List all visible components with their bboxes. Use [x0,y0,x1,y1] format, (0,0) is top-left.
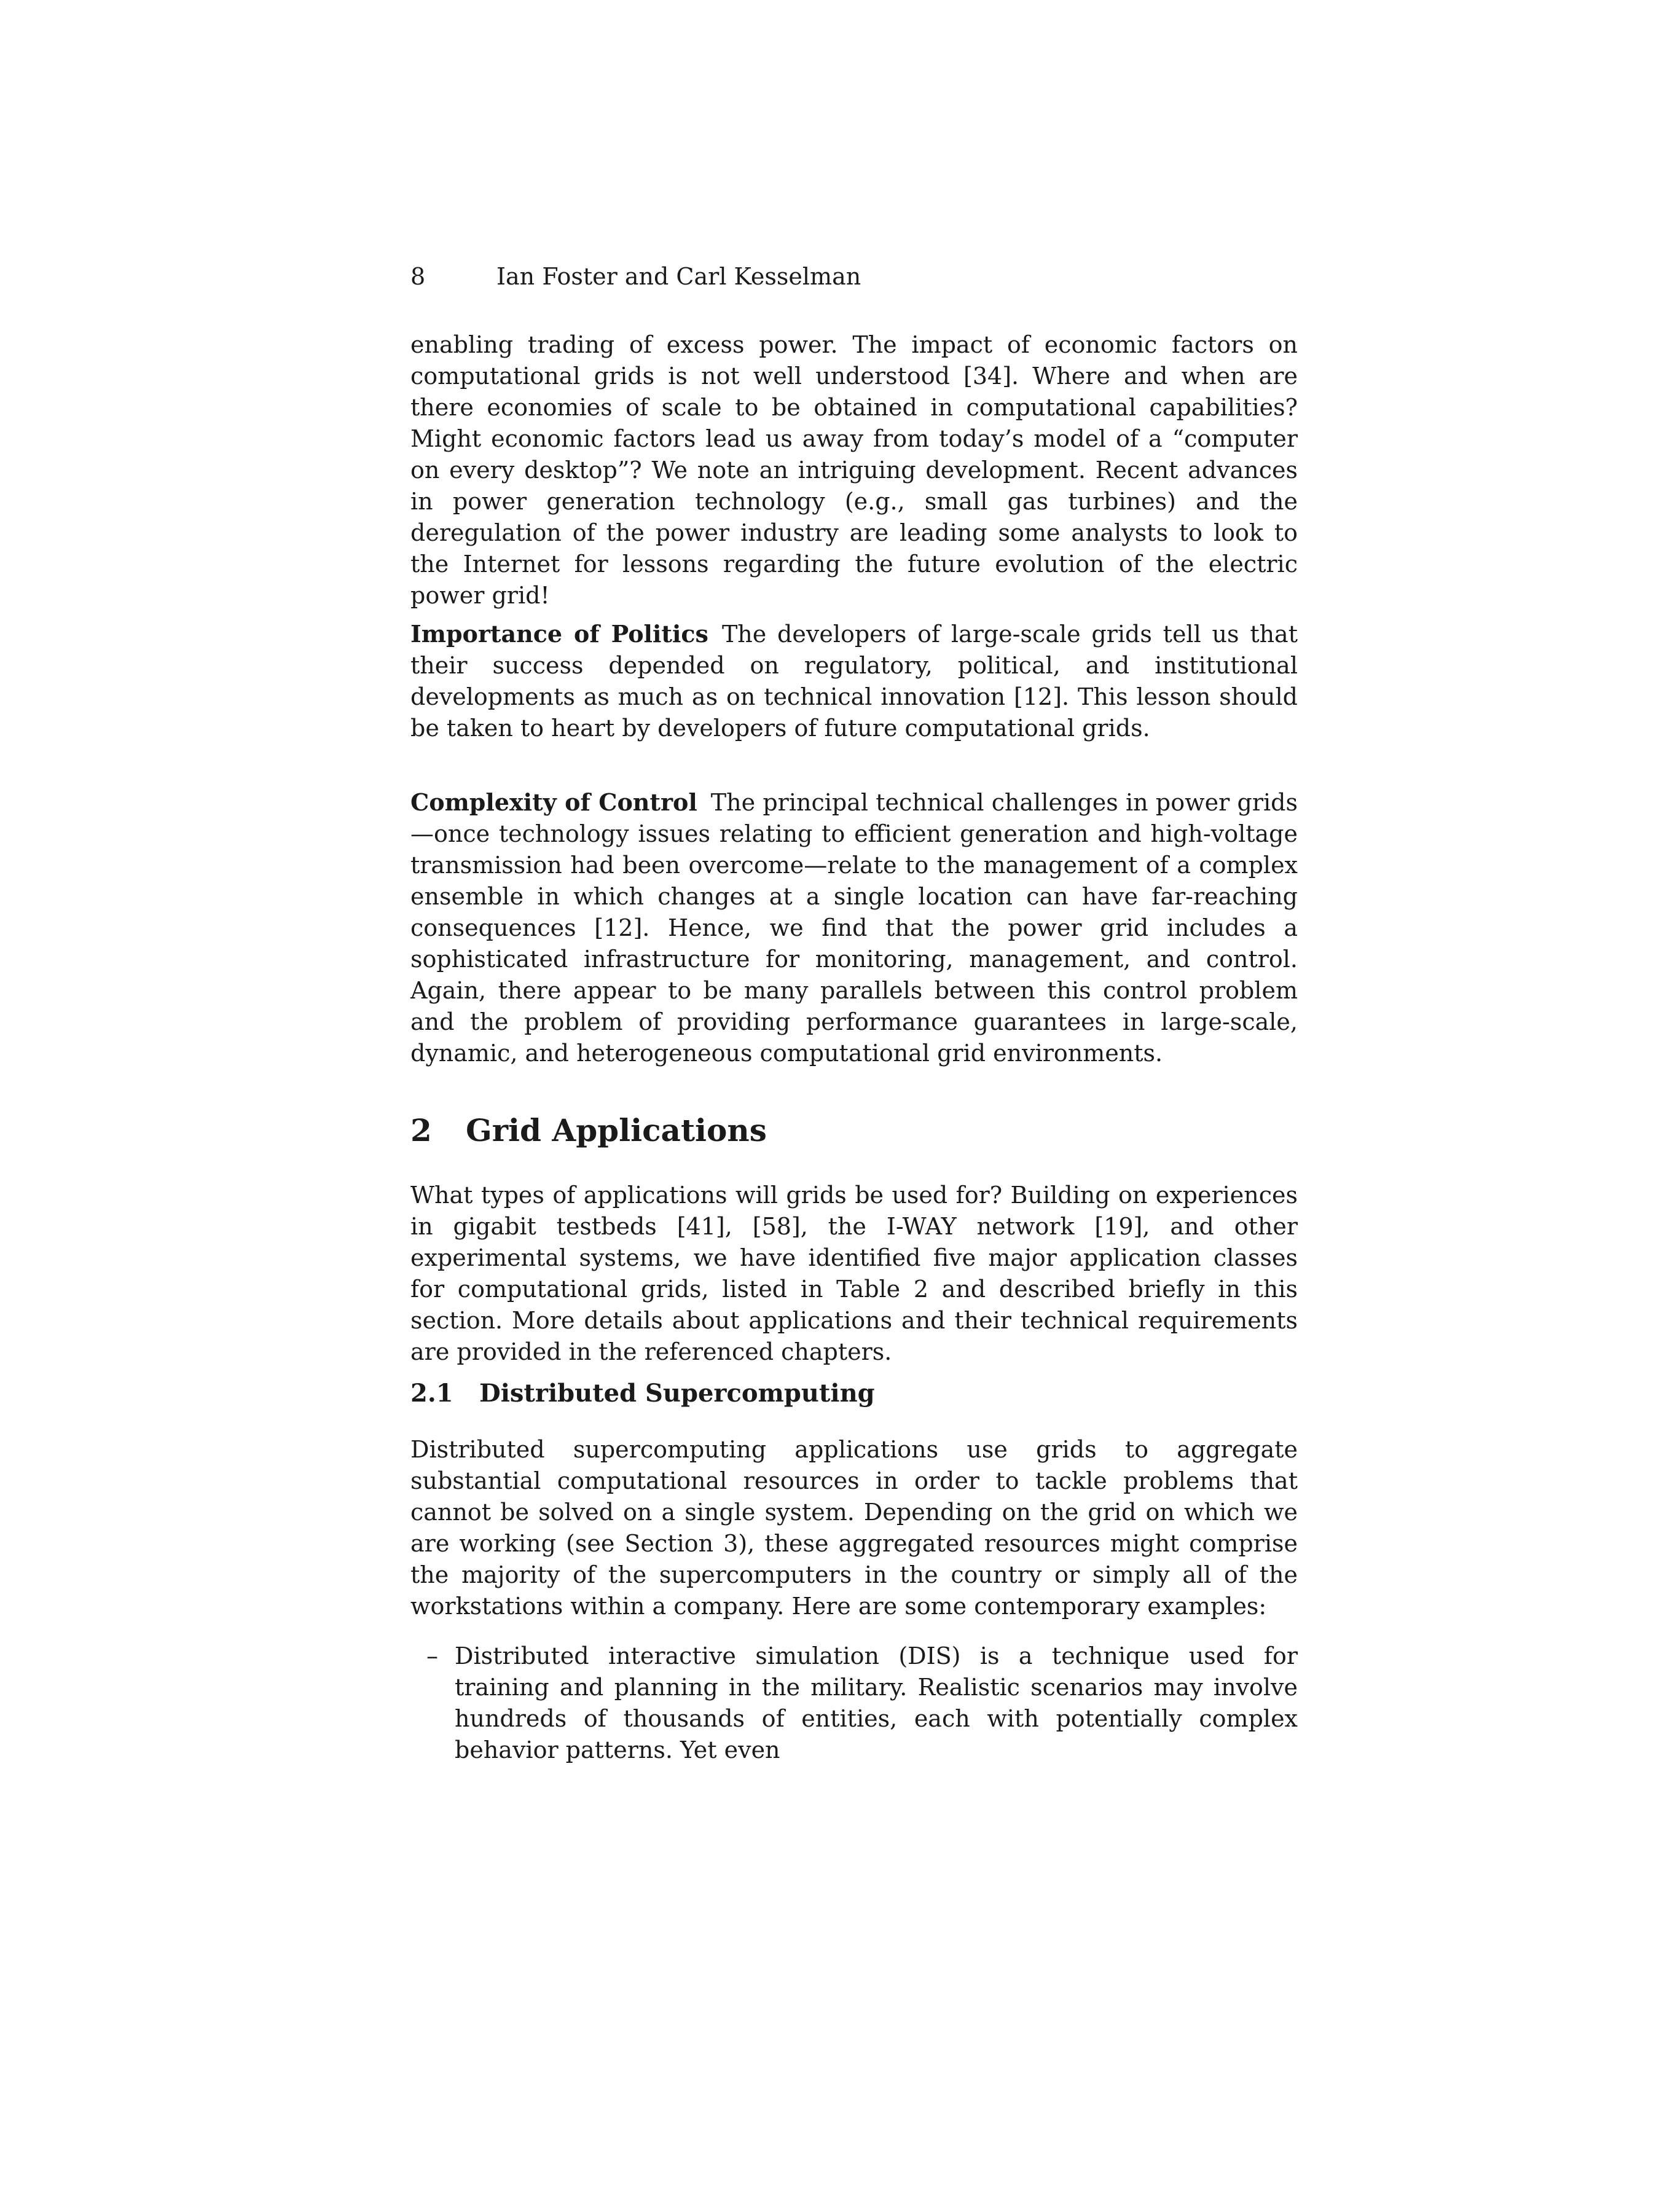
running-head-authors: Ian Foster and Carl Kesselman [496,263,861,290]
section-2-paragraph [410,1180,1298,1368]
section-2-title: Grid Applications [466,1112,767,1148]
section-2-heading [410,1111,767,1150]
section-2-1-paragraph-text: Distributed supercomputing applications use grids to aggregate substantial computational resources in order to tackle problems that cannot be solved on a single system. Depending on the grid on which we are working (see Section 3), these aggregated resources might comprise the majority of the supercomputers in the country or simply all of the workstations within a company. Here are some contemporary examples: [410,1436,1298,1620]
control-run-in-heading: Complexity of Control [410,788,697,816]
control-paragraph [410,786,1298,1069]
intro-paragraph [410,329,1298,611]
intro-paragraph-text: enabling trading of excess power. The impact of economic factors on computational grids is not well understood [34]. Where and when are there economies of scale to be obtained in computational capabilities? Might economic factors lead us away from today’s model of a “computer on every desktop”? We note an intriguing development. Recent advances in power generation technology (e.g., small gas turbines) and the deregulation of the power industry are leading some analysts to look to the Internet for lessons regarding the future evolution of the electric power grid! [410,331,1298,609]
list-item [410,1641,1298,1766]
section-2-1-paragraph [410,1434,1298,1622]
page-number: 8 [410,263,426,290]
list-item-dash: – [426,1642,438,1669]
section-2-1-number: 2.1 [410,1379,453,1408]
control-paragraph-text: The principal technical challenges in power grids—once technology issues relating to efficient generation and high-voltage transmission had been overcome—relate to the management of a complex ensemble in which changes at a single location can have far-reaching consequences [12]. Hence, we find that the power grid includes a sophisticated infrastructure for monitoring, management, and control. Again, there appear to be many parallels between this control problem and the problem of providing performance guarantees in large-scale, dynamic, and heterogeneous computational grid environments. [410,789,1298,1067]
section-2-1-heading [410,1378,875,1410]
section-2-paragraph-text: What types of applications will grids be used for? Building on experiences in gigabit testbeds [41], [58], the I-WAY network [19], and other experimental systems, we have identified five major application classes for computational grids, listed in Table 2 and described briefly in this section. More details about applications and their technical requirements are provided in the referenced chapters. [410,1182,1298,1365]
running-head [410,261,861,292]
politics-paragraph-text: The developers of large-scale grids tell us that their success depended on regulatory, political, and institutional developments as much as on technical innovation [12]. This lesson should be taken to heart by developers of future computational grids. [410,621,1298,742]
politics-paragraph [410,618,1298,744]
politics-run-in-heading: Importance of Politics [410,620,708,648]
section-2-number: 2 [410,1112,432,1148]
list-item-text: Distributed interactive simulation (DIS) is a technique used for training and planning in the military. Realistic scenarios may involve hundreds of thousands of entities, each with potentially complex behavior patterns. Yet even [455,1642,1298,1763]
section-2-1-title: Distributed Supercomputing [479,1379,875,1408]
examples-list [410,1641,1298,1766]
